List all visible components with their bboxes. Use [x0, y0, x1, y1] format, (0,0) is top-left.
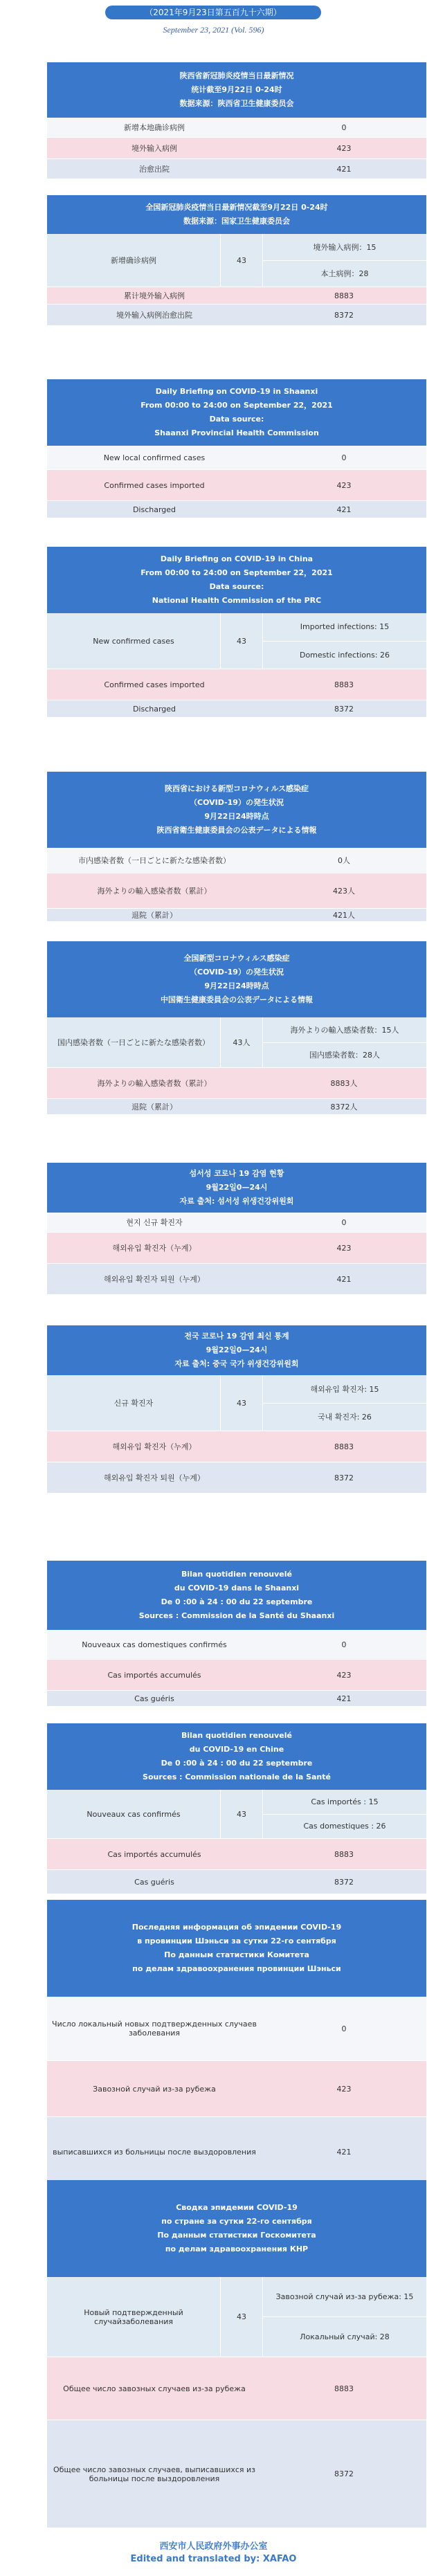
new-cases-breakdown-item: 境外输入病例：15 — [313, 242, 376, 252]
stat-value: 8372 — [334, 704, 354, 714]
stat-label: 境外输入病例治愈出院 — [116, 311, 192, 320]
new-cases-label: 신규 확진자 — [113, 1399, 154, 1408]
stat-value: 423人 — [333, 887, 355, 896]
stat-label: 해외유입 확진자（누계） — [112, 1244, 197, 1253]
stat-value: 8883 — [334, 1849, 354, 1859]
stat-value: 8372人 — [330, 1103, 358, 1112]
new-cases-row — [47, 613, 426, 669]
new-cases-breakdown-item: 국내 확진자: 26 — [263, 1403, 426, 1431]
header-line: du COVID-19 en Chine — [189, 1745, 284, 1754]
stat-row — [47, 1213, 426, 1233]
stat-label: Cas guéris — [134, 1694, 174, 1703]
footer-org: 西安市人民政府外事办公室 — [159, 2541, 268, 2552]
stat-label: 治愈出院 — [139, 165, 170, 174]
stat-row — [47, 305, 426, 326]
new-cases-breakdown — [263, 1017, 426, 1067]
stat-value: 0人 — [338, 856, 350, 865]
new-cases-breakdown — [263, 613, 426, 669]
section-header — [47, 195, 426, 234]
new-cases-breakdown-item: Domestic infections: 26 — [263, 641, 426, 669]
new-cases-total: 43 — [220, 1375, 263, 1431]
header-line: 陕西省新冠肺炎疫情当日最新情况 — [179, 71, 294, 80]
header-line: 全国新冠肺炎疫情当日最新情况截至9月22日 0-24时 — [145, 203, 328, 212]
header-line: 陝西省における新型コロナウィルス感染症 — [164, 784, 309, 793]
stat-label: Общее число завозных случаев, выписавшихся из больницы после выздоровления — [53, 2465, 256, 2483]
stat-label: Nouveaux cas domestiques confirmés — [82, 1640, 227, 1649]
section-header — [47, 2180, 426, 2277]
stat-label: 退院（累計） — [131, 911, 177, 920]
stat-row — [47, 1233, 426, 1264]
new-cases-row — [47, 1375, 426, 1431]
stat-label: 新增本地确诊病例 — [124, 123, 185, 132]
section-header — [47, 379, 426, 446]
stat-value: 421 — [336, 1694, 352, 1703]
stat-value: 0 — [341, 123, 347, 132]
stat-label: Cas importés accumulés — [107, 1670, 201, 1680]
section-ru-shaanxi — [47, 1900, 426, 2187]
new-cases-row — [47, 1017, 426, 1068]
stat-label: Общее число завозных случаев из-за рубежа — [63, 2384, 246, 2393]
header-line: De 0 :00 à 24 : 00 du 22 septembre — [161, 1597, 313, 1606]
new-cases-row — [47, 2277, 426, 2357]
section-header — [47, 1163, 426, 1213]
stat-label: Discharged — [132, 704, 176, 714]
new-cases-total: 43 — [220, 2277, 263, 2357]
header-line: Shaanxi Provincial Health Commission — [154, 428, 319, 437]
stat-row — [47, 1630, 426, 1660]
header-line: по делам здравоохранения провинции Шэньси — [132, 1964, 341, 1973]
stat-row — [47, 1691, 426, 1707]
stat-row — [47, 1431, 426, 1462]
header-line: 中国衛生健康委員会の公表データによる情報 — [161, 995, 313, 1004]
stat-row — [47, 909, 426, 922]
header-line: Сводка эпидемии COVID-19 — [176, 2203, 298, 2212]
stat-value: 423 — [336, 143, 352, 153]
section-zh-shaanxi — [47, 62, 426, 179]
stat-row — [47, 1264, 426, 1295]
stat-value: 423 — [336, 1670, 352, 1680]
section-header — [47, 547, 426, 613]
header-line: （COVID-19）の発生状況 — [190, 798, 284, 807]
header-line: по делам здравоохранения КНР — [165, 2244, 309, 2253]
section-fr-china — [47, 1723, 426, 1894]
header-line: 자료 출처: 섬서성 위생건강위원회 — [179, 1197, 294, 1206]
header-line: Bilan quotidien renouvelé — [181, 1731, 293, 1740]
new-cases-breakdown — [263, 234, 426, 287]
section-header — [47, 1723, 426, 1790]
new-cases-row — [47, 234, 426, 287]
stat-value: 423 — [336, 2084, 352, 2094]
header-line: 섬서성 코로나 19 감염 현황 — [189, 1169, 284, 1178]
section-en-china — [47, 547, 426, 718]
section-ko-china — [47, 1325, 426, 1494]
stat-row — [47, 159, 426, 179]
stat-row — [47, 669, 426, 700]
header-line: Последняя информация об эпидемии COVID-19 — [131, 1923, 342, 1932]
new-cases-total: 43 — [220, 234, 263, 287]
stat-row — [47, 1870, 426, 1894]
stat-value: 8883 — [334, 2384, 354, 2393]
stat-label: 境外输入病例 — [131, 144, 177, 153]
header-line: Data source: — [209, 415, 264, 424]
footer-credit: Edited and translated by: XAFAO — [130, 2554, 297, 2564]
stat-label: 海外よりの輸入感染者数（累計） — [97, 887, 212, 896]
stat-label: New local confirmed cases — [103, 453, 206, 462]
stat-value: 0 — [341, 1640, 347, 1649]
stat-label: 현지 신규 확진자 — [126, 1218, 183, 1227]
stat-value: 421 — [336, 2147, 352, 2157]
stat-row — [47, 1099, 426, 1115]
new-cases-label: New confirmed cases — [93, 636, 174, 646]
stat-value: 421 — [336, 164, 352, 174]
stat-value: 423 — [336, 1243, 352, 1253]
stat-label: Cas importés accumulés — [107, 1849, 201, 1859]
header-line: в провинции Шэньси за сутки 22-го сентября — [137, 1936, 336, 1945]
stat-value: 8883 — [334, 1442, 354, 1451]
new-cases-breakdown-item: Локальный случай: 28 — [263, 2316, 426, 2357]
stat-label: выписавшихся из больницы после выздоровления — [53, 2147, 256, 2157]
issue-banner: （2021年9月23日第五百九十六期） — [105, 6, 321, 19]
new-cases-breakdown-item: Imported infections: 15 — [300, 622, 390, 632]
stat-label: 海外よりの輸入感染者数（累計） — [97, 1079, 212, 1088]
stat-value: 0 — [341, 453, 347, 462]
stat-label: Число локальный новых подтвержденных случаев заболевания — [52, 2020, 257, 2038]
new-cases-breakdown — [263, 1790, 426, 1838]
header-line: De 0 :00 à 24 : 00 du 22 septembre — [161, 1759, 313, 1768]
header-line: National Health Commission of the PRC — [152, 596, 322, 605]
header-line: 陝西省衛生健康委員会の公表データによる情報 — [156, 826, 317, 835]
stat-row — [47, 1068, 426, 1099]
header-line: 统计截至9月22日 0-24时 — [191, 85, 282, 94]
stat-value: 8883 — [334, 680, 354, 689]
header-line: 9월22일0—24시 — [206, 1183, 268, 1192]
stat-label: Cas guéris — [134, 1877, 174, 1887]
header-line: （COVID-19）の発生状況 — [190, 968, 284, 977]
stat-row — [47, 1997, 426, 2061]
stat-row — [47, 138, 426, 159]
stat-value: 421 — [336, 1274, 352, 1284]
stat-value: 0 — [341, 2024, 347, 2033]
header-line: по стране за сутки 22-го сентября — [161, 2217, 312, 2226]
section-header — [47, 1900, 426, 1997]
new-cases-breakdown-item: 해외유입 확진자: 15 — [310, 1384, 379, 1394]
stat-row — [47, 873, 426, 909]
stat-row — [47, 848, 426, 873]
header-line: 9월22일0—24시 — [206, 1345, 268, 1354]
section-header — [47, 62, 426, 118]
new-cases-total: 43 — [220, 1790, 263, 1838]
stat-value: 8372 — [334, 310, 354, 320]
header-line: du COVID-19 dans le Shaanxi — [174, 1584, 300, 1593]
stat-row — [47, 2117, 426, 2187]
section-en-shaanxi — [47, 379, 426, 518]
stat-value: 8372 — [334, 1473, 354, 1482]
section-zh-china — [47, 195, 426, 326]
new-cases-breakdown-item: 国内感染者数：28人 — [263, 1042, 426, 1068]
new-cases-label: 国内感染者数（一日ごとに新たな感染者数） — [57, 1038, 210, 1047]
stat-row — [47, 287, 426, 305]
header-line: From 00:00 to 24:00 on September 22，2021 — [140, 401, 333, 410]
new-cases-label: Nouveaux cas confirmés — [87, 1809, 181, 1819]
header-line: Daily Briefing on COVID-19 in Shaanxi — [155, 387, 318, 396]
stat-value: 8372 — [334, 2469, 354, 2478]
header-line: 자료 출처: 중국 국가 위생건강위원회 — [174, 1359, 299, 1368]
new-cases-total: 43 — [220, 613, 263, 669]
header-line: По данным статистики Госкомитета — [157, 2231, 316, 2240]
header-line: 数据来源：国家卫生健康委员会 — [183, 217, 290, 226]
stat-value: 421 — [336, 505, 352, 514]
stat-row — [47, 1462, 426, 1494]
stat-label: 해외유입 확진자（누계） — [112, 1442, 197, 1451]
new-cases-row — [47, 1790, 426, 1839]
header-line: Sources : Commission nationale de la Santé — [143, 1772, 331, 1781]
stat-row — [47, 1839, 426, 1870]
new-cases-breakdown-item: 海外よりの輸入感染者数：15人 — [290, 1025, 399, 1035]
issue-date-en: September 23, 2021 (Vol. 596) — [163, 25, 264, 35]
header-line: 数据来源：陕西省卫生健康委员会 — [179, 99, 294, 108]
new-cases-breakdown — [263, 1375, 426, 1431]
stat-label: 해외유입 확진자 퇴원（누계） — [104, 1275, 205, 1284]
stat-value: 8883 — [334, 291, 354, 300]
stat-value: 421人 — [333, 911, 355, 920]
stat-label: 市内感染者数（一日ごとに新たな感染者数） — [78, 856, 230, 865]
new-cases-breakdown — [263, 2277, 426, 2357]
section-header — [47, 1561, 426, 1630]
stat-row — [47, 470, 426, 501]
stat-row — [47, 118, 426, 138]
stat-label: Завозной случай из-за рубежа — [93, 2084, 216, 2094]
stat-row — [47, 2061, 426, 2117]
section-header — [47, 941, 426, 1017]
stat-row — [47, 2357, 426, 2420]
section-header — [47, 772, 426, 848]
section-ja-china — [47, 941, 426, 1115]
stat-row — [47, 2420, 426, 2528]
stat-value: 423 — [336, 480, 352, 490]
section-ja-shaanxi — [47, 772, 426, 922]
stat-label: Confirmed cases imported — [104, 680, 205, 689]
stat-row — [47, 446, 426, 470]
stat-label: 退院（累計） — [131, 1103, 177, 1112]
new-cases-label: 新增确诊病例 — [111, 256, 156, 265]
header-line: Daily Briefing on COVID-19 in China — [160, 554, 314, 563]
header-line: 9月22日24時時点 — [204, 812, 269, 821]
header-line: По данным статистики Комитета — [164, 1950, 309, 1959]
header-line: Data source: — [209, 582, 264, 591]
header-line: Bilan quotidien renouvelé — [181, 1570, 293, 1579]
section-fr-shaanxi — [47, 1561, 426, 1707]
stat-value: 8883人 — [330, 1079, 358, 1088]
stat-value: 0 — [341, 1217, 347, 1227]
stat-label: Confirmed cases imported — [104, 480, 205, 490]
stat-label: 해외유입 확진자 퇴원（누계） — [104, 1473, 205, 1482]
stat-row — [47, 1660, 426, 1691]
section-ru-china — [47, 2180, 426, 2528]
stat-label: Discharged — [132, 505, 176, 514]
new-cases-breakdown-item: Cas domestiques : 26 — [263, 1814, 426, 1839]
header-line: 전국 코로나 19 감염 최신 통계 — [184, 1332, 289, 1341]
header-line: 9月22日24時時点 — [204, 981, 269, 990]
new-cases-breakdown-item: 本土病例：28 — [263, 260, 426, 287]
stat-label: 累计境外输入病例 — [124, 291, 185, 300]
stat-row — [47, 501, 426, 518]
header-line: 全国新型コロナウィルス感染症 — [183, 954, 290, 963]
stat-value: 8372 — [334, 1877, 354, 1887]
new-cases-breakdown-item: Завозной случай из-за рубежа: 15 — [275, 2292, 414, 2301]
new-cases-breakdown-item: Cas importés : 15 — [311, 1797, 379, 1806]
header-line: Sources : Commission de la Santé du Shaanxi — [138, 1611, 335, 1620]
new-cases-label: Новый подтвержденный случайзаболевания — [84, 2307, 183, 2326]
section-header — [47, 1325, 426, 1375]
header-line: From 00:00 to 24:00 on September 22，2021 — [140, 568, 333, 577]
stat-row — [47, 700, 426, 718]
new-cases-total: 43人 — [220, 1017, 263, 1067]
section-ko-shaanxi — [47, 1163, 426, 1295]
